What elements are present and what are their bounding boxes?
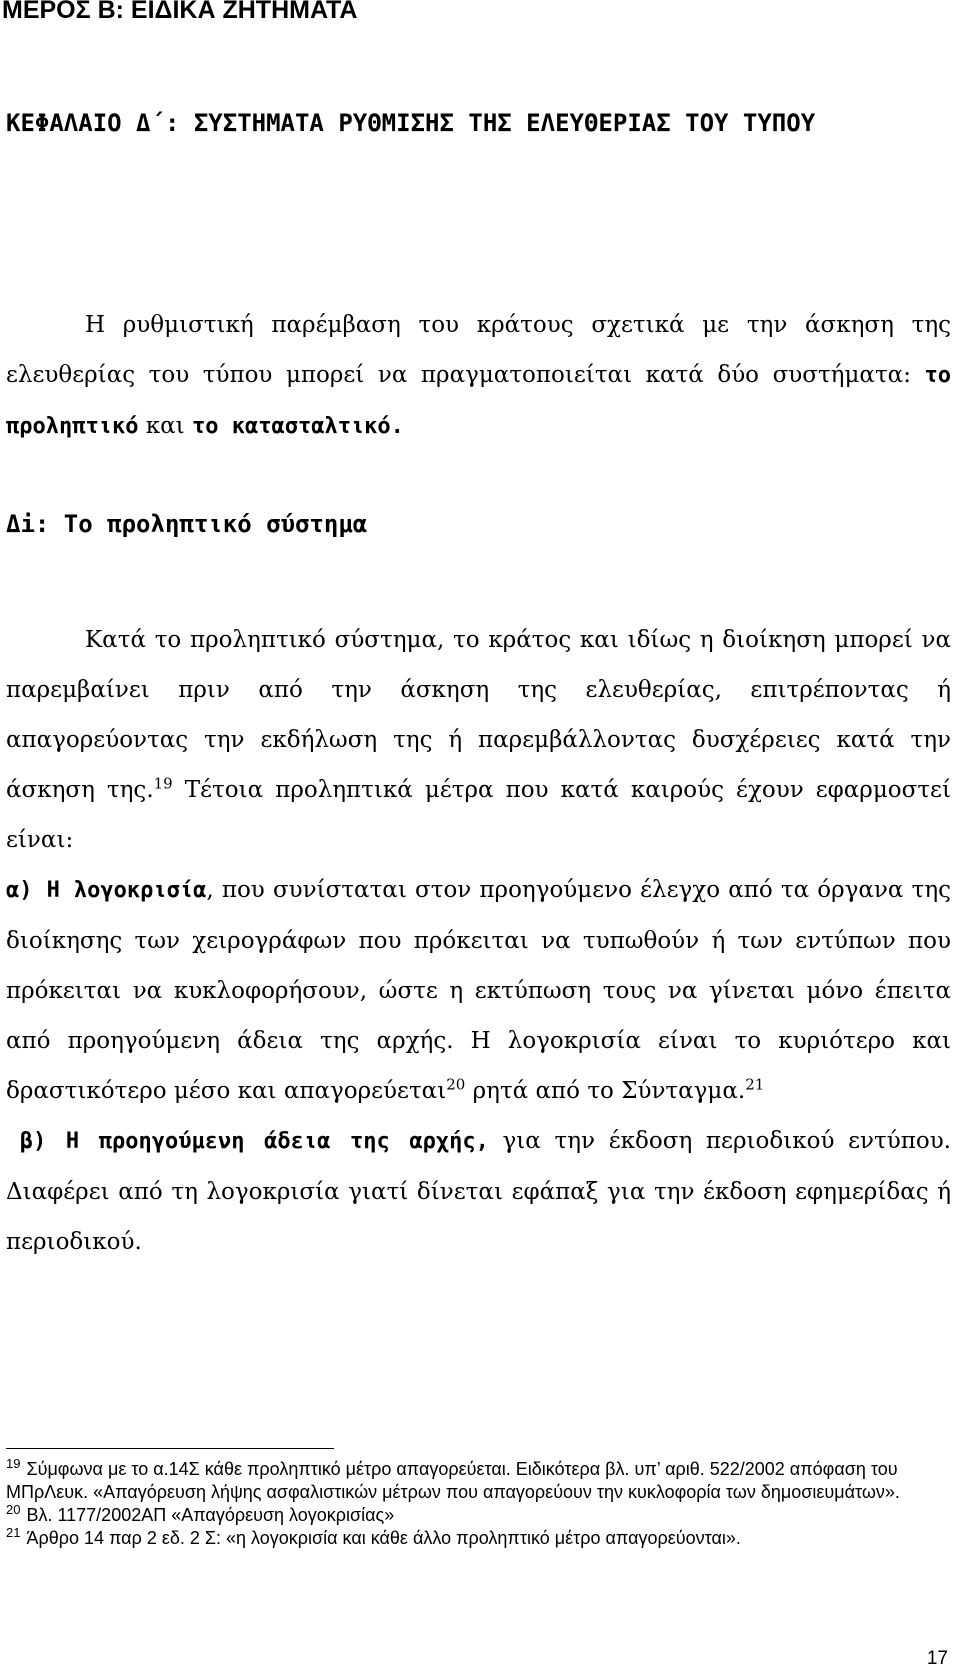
part-title: ΜΕΡΟΣ Β: ΕΙΔΙΚΑ ΖΗΤΗΜΑΤΑ [2, 0, 358, 24]
page-number: 17 [926, 1648, 948, 1669]
item-a-text: , που συνίσταται στον προηγούμενο έλεγχο από τα όργανα της διοίκησης των χειρογράφων που πρόκειται να τυπωθούν ή των εντύπων που πρόκειται να κυκλοφορήσουν, ώστε η εκτύπωση τους να γίνεται μόνο έπειτα από προηγούμενη άδεια της αρχής. Η λογοκρισία είναι το κυριότερο και δραστικότερο μέσο και απαγορεύεται [6, 877, 951, 1104]
intro-and: και [138, 413, 192, 439]
footnotes [6, 1458, 936, 1550]
item-a-label: α) Η λογοκρισία [6, 878, 207, 903]
footnote-21 [6, 1527, 936, 1550]
body-paragraph [6, 615, 951, 1267]
repressive-term: το κατασταλτικό. [192, 414, 404, 439]
footnote-number: 19 [6, 1456, 21, 1471]
footnote-text: Βλ. 1177/2002ΑΠ «Απαγόρευση λογοκρισίας» [26, 1505, 395, 1525]
body-text-2: Τέτοια προληπτικά μέτρα που κατά καιρούς έχουν εφαρμοστεί είναι: [6, 777, 951, 853]
footnote-text: Σύμφωνα με το α.14Σ κάθε προληπτικό μέτρο απαγορεύεται. Ειδικότερα βλ. υπ’ αριθ. 522/2002 απόφαση του ΜΠρΛευκ. «Απαγόρευση λήψης ασφαλιστικών μέτρων που απαγορεύουν την κυκλοφορία των δημοσιευμάτων». [6, 1459, 900, 1502]
body-text-1: Κατά το προληπτικό σύστημα, το κράτος και ιδίως η διοίκηση μπορεί να παρεμβαίνει πριν από την άσκηση της ελευθερίας, επιτρέποντας ή απαγορεύοντας την εκδήλωση της ή παρεμβάλλοντας δυσχέρειες κατά την άσκηση της. [6, 627, 951, 803]
intro-text: Η ρυθμιστική παρέμβαση του κράτους σχετικά με την άσκηση της ελευθερίας του τύπου μπορεί να πραγματοποιείται κατά δύο συστήματα: [6, 312, 951, 388]
preventive-term: το προληπτικό [6, 363, 951, 439]
footnote-text: Άρθρο 14 παρ 2 εδ. 2 Σ: «η λογοκρισία και κάθε άλλο προληπτικό μέτρο απαγορεύονται». [26, 1528, 741, 1548]
footnote-number: 21 [6, 1525, 21, 1540]
footnote-19 [6, 1458, 936, 1504]
footnote-divider [6, 1448, 334, 1449]
footnote-ref-20[interactable]: 20 [446, 1075, 466, 1094]
item-b-text: για την έκδοση περιοδικού εντύπου. Διαφέρει από τη λογοκρισία γιατί δίνεται εφάπαξ για την έκδοση εφημερίδας ή περιοδικού. [6, 1128, 951, 1255]
intro-paragraph [6, 300, 951, 452]
section-title: Δi: Το προληπτικό σύστημα [6, 510, 368, 538]
footnote-20 [6, 1504, 936, 1527]
footnote-ref-19[interactable]: 19 [153, 774, 173, 793]
footnote-ref-21[interactable]: 21 [745, 1075, 765, 1094]
chapter-title: ΚΕΦΑΛΑΙΟ Δ΄: ΣΥΣΤΗΜΑΤΑ ΡΥΘΜΙΣΗΣ ΤΗΣ ΕΛΕΥΘΕΡΙΑΣ ΤΟΥ ΤΥΠΟΥ [6, 109, 816, 137]
body-text-3: ρητά από το Σύνταγμα. [465, 1078, 746, 1104]
footnote-number: 20 [6, 1502, 21, 1517]
item-b-label: β) Η προηγούμενη άδεια της αρχής, [19, 1129, 489, 1154]
